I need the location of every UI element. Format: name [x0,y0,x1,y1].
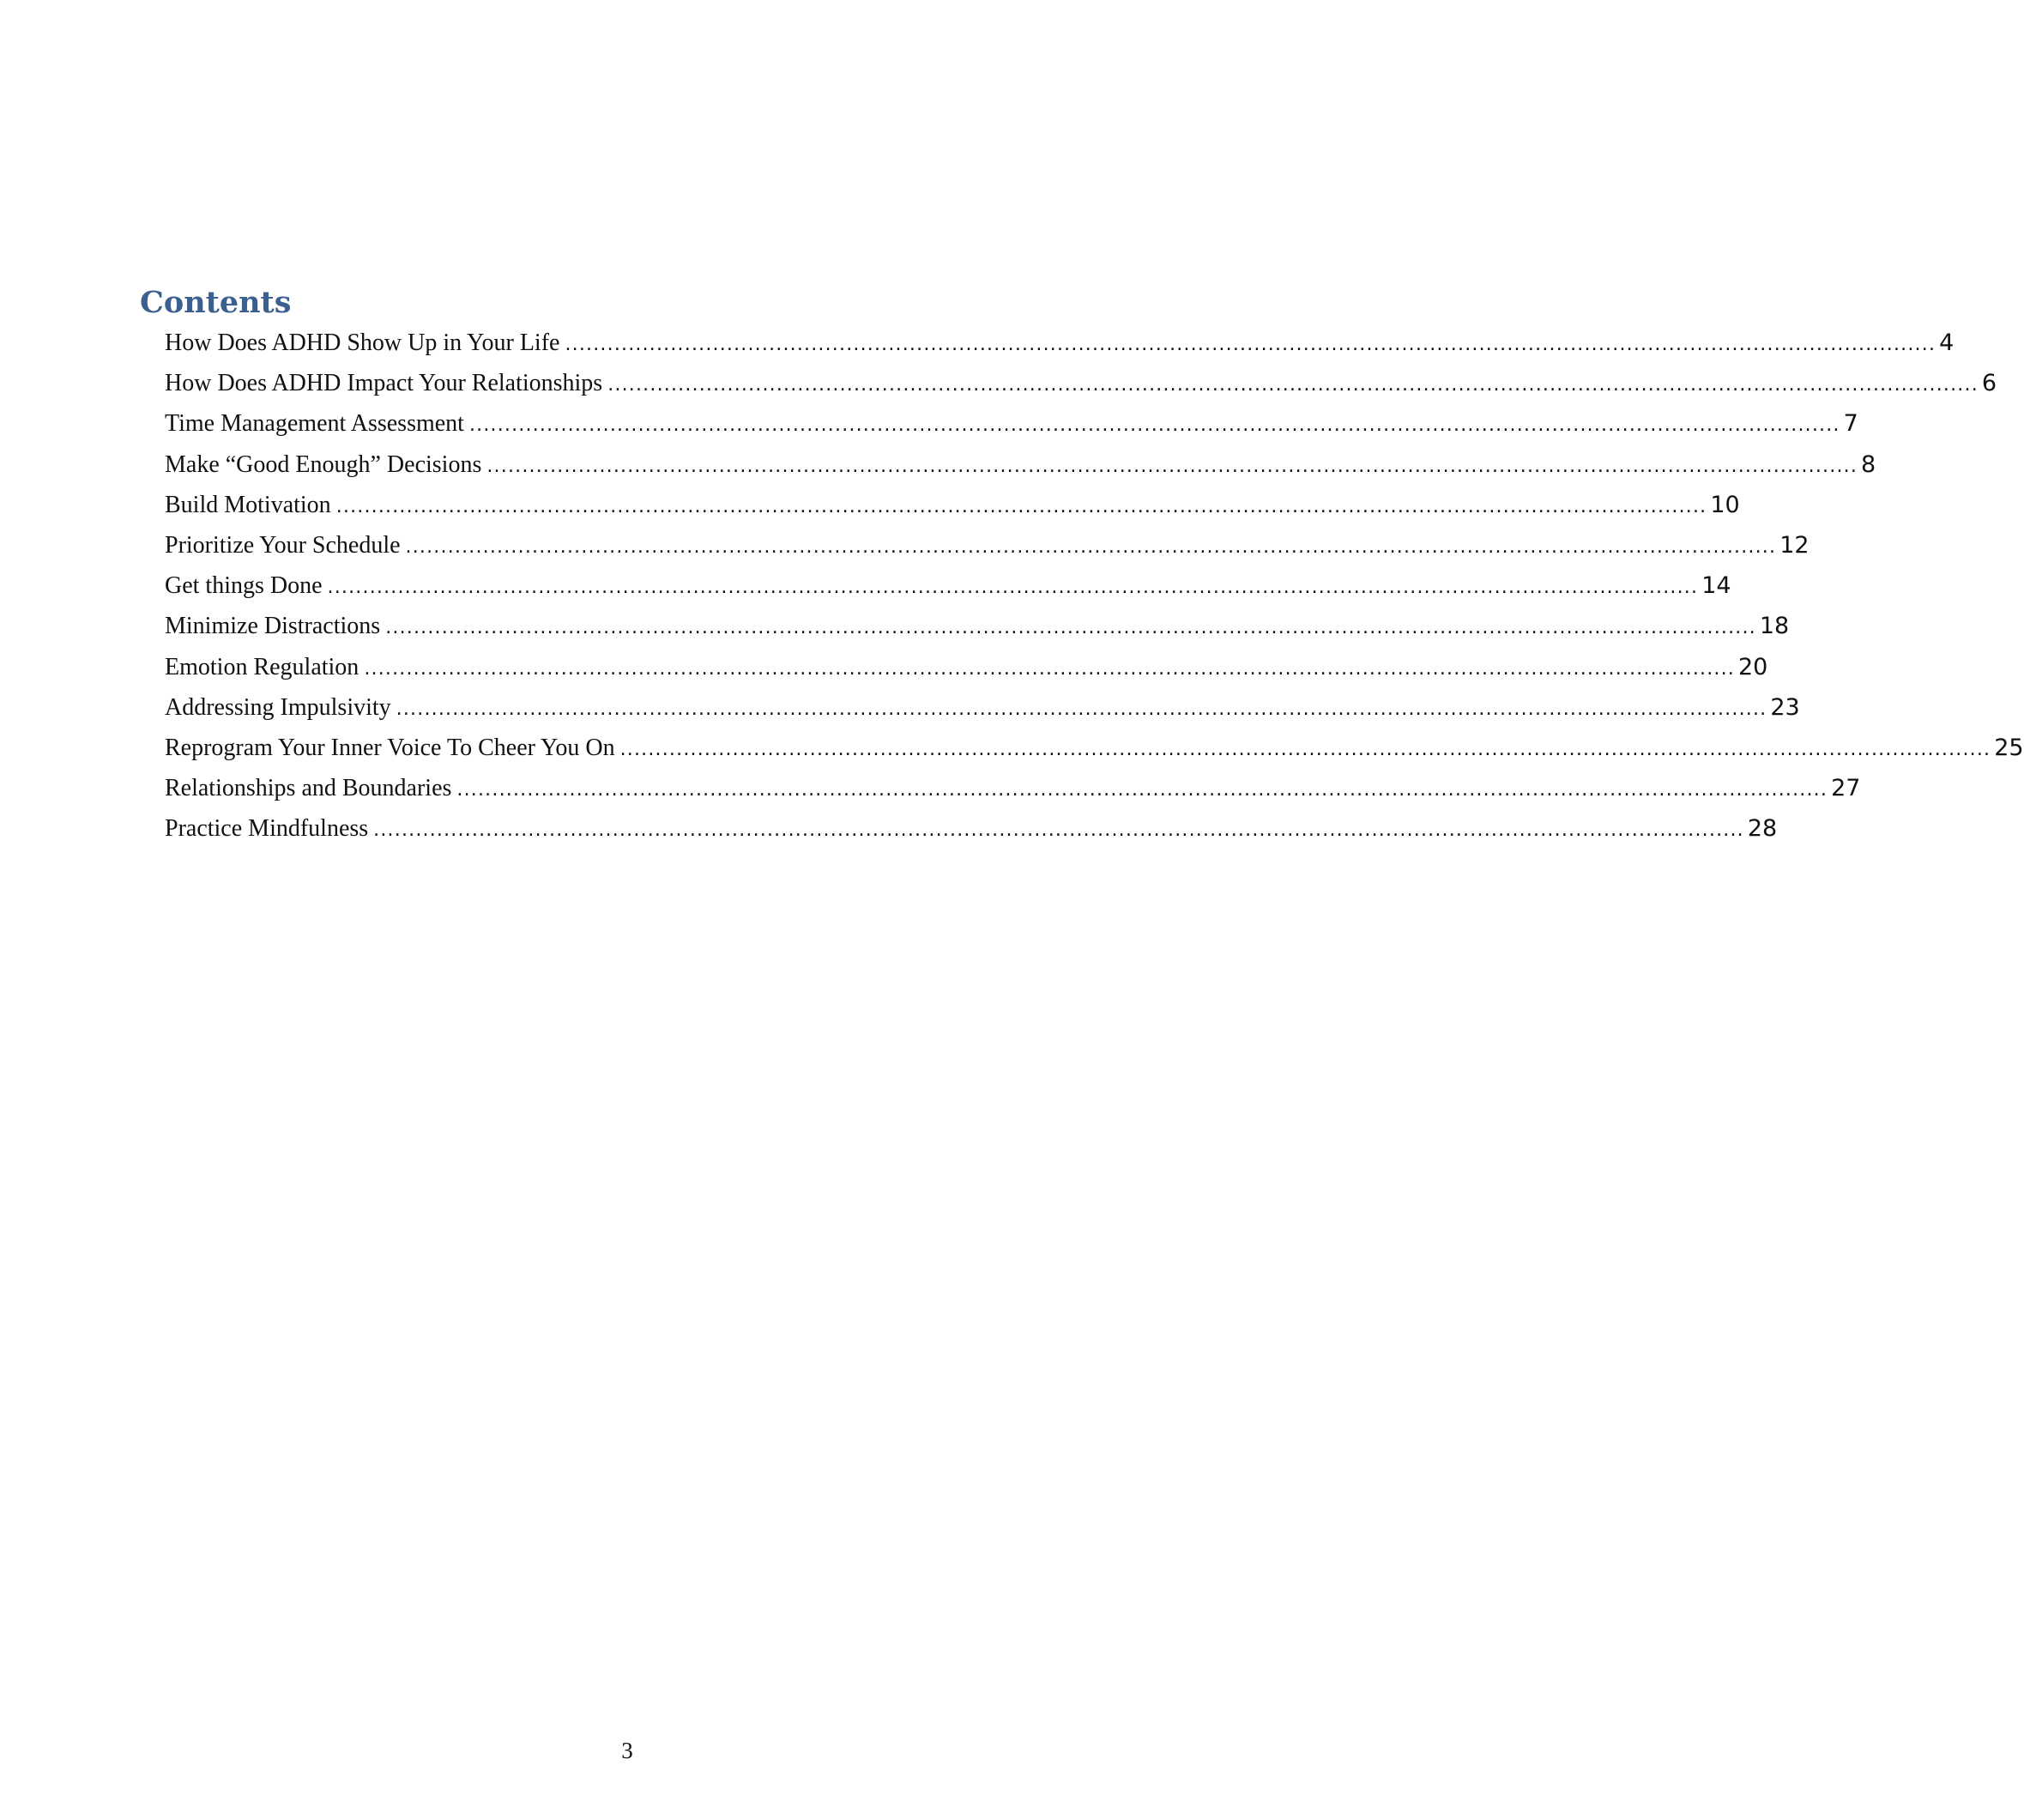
toc-entry-page: 10 [1710,491,1740,518]
toc-entry-title: Make “Good Enough” Decisions [165,450,482,478]
toc-entry-title: Build Motivation [165,491,331,518]
toc-entry[interactable] [165,653,1768,694]
toc-entry[interactable] [165,531,1810,572]
toc-entry-page: 7 [1843,410,1858,438]
toc-entry-title: Minimize Distractions [165,613,381,640]
toc-leader-dots: ................................................................................................................................................................................................... [364,657,1735,680]
toc-entry[interactable] [165,491,1740,532]
toc-entry-page: 23 [1770,693,1800,721]
toc-leader-dots: ................................................................................................................................................................................................... [327,577,1699,599]
toc-entry[interactable] [165,410,1858,450]
toc-entry[interactable] [165,370,1997,410]
toc-entry-title: Time Management Assessment [165,410,464,438]
toc-leader-dots: ................................................................................................................................................................................................... [396,698,1767,720]
toc-entry-title: Addressing Impulsivity [165,693,391,721]
toc-entry-page: 8 [1861,450,1876,478]
toc-entry-title: How Does ADHD Impact Your Relationships [165,370,603,397]
toc-leader-dots: ................................................................................................................................................................................................... [486,455,1858,477]
toc-leader-dots: ................................................................................................................................................................................................... [619,738,1991,760]
toc-leader-dots: ................................................................................................................................................................................................... [405,535,1777,558]
toc-entry[interactable] [165,330,1955,370]
toc-entry-title: Emotion Regulation [165,653,359,680]
toc-entry-page: 25 [1994,734,2024,761]
toc-entry[interactable] [165,572,1731,613]
toc-entry[interactable] [165,613,1790,653]
page-number: 3 [621,1738,633,1763]
toc-entry-title: Prioritize Your Schedule [165,531,401,559]
toc-leader-dots: ................................................................................................................................................................................................... [565,334,1936,355]
toc-leader-dots: ................................................................................................................................................................................................... [607,374,1979,396]
toc-entry-title: Get things Done [165,572,323,600]
toc-entry-title: Relationships and Boundaries [165,775,452,802]
toc-leader-dots: ................................................................................................................................................................................................... [335,495,1707,517]
toc-leader-dots: ................................................................................................................................................................................................... [456,779,1828,801]
toc-leader-dots: ................................................................................................................................................................................................... [468,414,1840,437]
table-of-contents [165,330,2024,856]
toc-entry[interactable] [165,815,1778,856]
toc-leader-dots: ................................................................................................................................................................................................... [385,617,1756,639]
toc-entry-title: Practice Mindfulness [165,815,369,843]
toc-entry-page: 28 [1747,815,1778,843]
toc-entry[interactable] [165,734,2024,775]
toc-entry-title: How Does ADHD Show Up in Your Life [165,330,560,356]
toc-entry[interactable] [165,450,1876,492]
toc-entry-page: 12 [1779,531,1810,559]
toc-entry-page: 18 [1759,613,1790,640]
toc-entry-page: 4 [1939,330,1955,356]
toc-entry-page: 20 [1737,653,1768,680]
toc-entry[interactable] [165,693,1800,735]
toc-entry-page: 27 [1831,775,1861,802]
toc-entry-title: Reprogram Your Inner Voice To Cheer You On [165,734,615,761]
toc-leader-dots: ................................................................................................................................................................................................... [373,819,1744,842]
toc-heading: Contents [140,285,292,320]
toc-entry[interactable] [165,775,1861,815]
toc-entry-page: 6 [1981,370,1997,397]
toc-entry-page: 14 [1701,572,1731,600]
